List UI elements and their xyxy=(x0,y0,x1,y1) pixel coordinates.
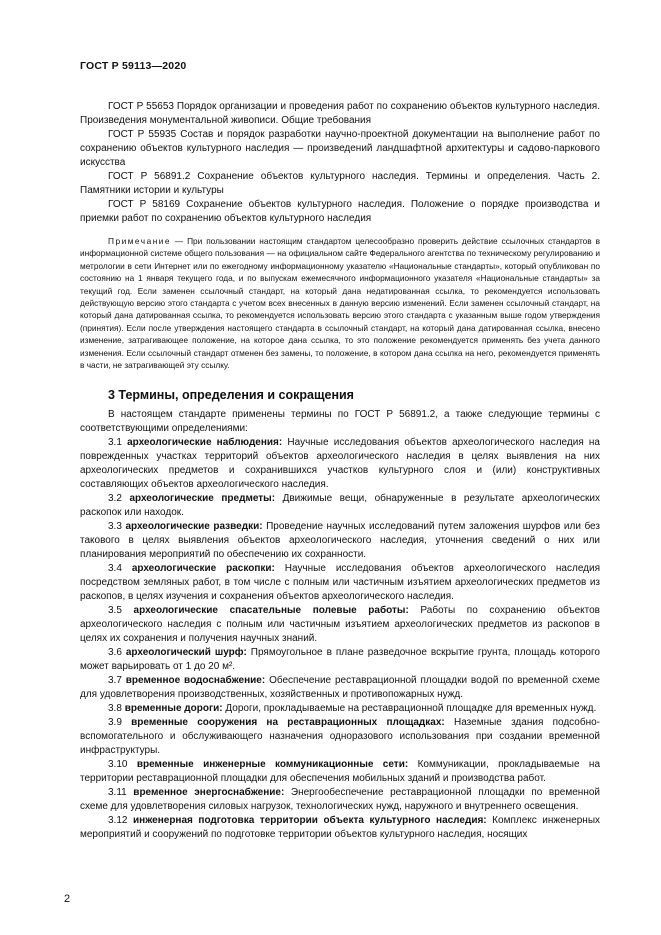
term-entry xyxy=(80,520,600,562)
reference-item: ГОСТ Р 56891.2 Сохранение объектов культурного наследия. Термины и определения. Часть 2. Памятники истории и культуры xyxy=(80,171,600,196)
note-text: — При пользовании настоящим стандартом целесообразно проверить действие ссылочных стандартов в информационной системе общего пользования — на официальном сайте Федерального агентства по техническому регулированию и метрологии в сети Интернет или по ежегодному информационному указателю «Национальные стандарты», который опубликован по состоянию на 1 января текущего года, и по выпускам ежемесячного информационного указателя «Национальные стандарты» за текущий год. Если заменен ссылочный стандарт, на который дана недатированная ссылка, то рекомендуется использовать действующую версию этого стандарта с учетом всех внесенных в данную версию изменений. Если заменен ссылочный стандарт, на который дана датированная ссылка, то рекомендуется использовать версию этого стандарта с указанным выше годом утверждения (принятия). Если после утверждения настоящего стандарта в ссылочный стандарт, на который дана датированная ссылка, внесено изменение, затрагивающее положение, на которое дана ссылка, то это положение рекомендуется применять без учета данного изменения. Если ссылочный стандарт отменен без замены, то положение, в котором дана ссылка на него, рекомендуется применять в части, не затрагивающей эту ссылку. xyxy=(80,236,600,371)
page-number: 2 xyxy=(64,893,71,905)
term-entry xyxy=(80,562,600,604)
note-paragraph xyxy=(80,235,600,371)
term-number: 3.4 xyxy=(108,563,132,575)
term-name: временное энергоснабжение: xyxy=(133,787,285,799)
term-number: 3.5 xyxy=(108,605,134,617)
term-name: временные инженерные коммуникационные сети: xyxy=(136,759,409,771)
term-name: археологический шурф: xyxy=(125,647,247,659)
term-definition: Проведение научных исследований путем заложения шурфов или без такового в целях выявления объектов археологического наследия, уточнения сведений о них или планирования мероприятий по обеспечению их сохранности. xyxy=(80,521,600,561)
term-name: временные сооружения на реставрационных площадках: xyxy=(131,717,445,729)
note-label: Примечание xyxy=(108,236,172,246)
term-name: инженерная подготовка территории объекта культурного наследия: xyxy=(133,815,487,827)
term-entry xyxy=(80,786,600,814)
term-number: 3.6 xyxy=(108,647,126,659)
document-body xyxy=(80,100,600,842)
term-definition: Комплекс инженерных мероприятий и сооружений по подготовке территории объектов культурного наследия, носящих xyxy=(80,815,600,841)
reference-item: ГОСТ Р 58169 Сохранение объектов культурного наследия. Положение о порядке производства и приемки работ по сохранению объектов культурного наследия xyxy=(80,199,600,224)
term-entry xyxy=(80,646,600,674)
term-name: временные дороги: xyxy=(124,703,223,715)
term-entry xyxy=(80,674,600,702)
term-name: временное водоснабжение: xyxy=(125,675,266,687)
reference-item: ГОСТ Р 55935 Состав и порядок разработки научно-проектной документации на выполнение работ по сохранению объектов культурного наследия — произведений ландшафтной архитектуры и садово-паркового искусства xyxy=(80,129,600,168)
term-definition: Научные исследования объектов археологического наследия посредством земляных работ, в том числе с полным или частичным изъятием археологических предметов из раскопов, в целях изучения и сохранения объектов археологического наследия. xyxy=(80,563,601,603)
term-definition: Энергообеспечение реставрационной площадки по временной схеме для удовлетворения силовых нагрузок, технологических нужд, наружного и внутреннего освещения. xyxy=(80,787,600,813)
term-name: археологические спасательные полевые работы: xyxy=(133,605,409,617)
reference-item: ГОСТ Р 55653 Порядок организации и проведения работ по сохранению объектов культурного наследия. Произведения монументальной живописи. Общие требования xyxy=(80,101,600,126)
term-definition: Обеспечение реставрационной площадки водой по временной схеме для удовлетворения производственных, хозяйственных и противопожарных нужд. xyxy=(80,675,600,701)
term-entry xyxy=(80,702,600,716)
term-number: 3.12 xyxy=(108,815,134,827)
term-definition: Движимые вещи, обнаруженные в результате археологических раскопок или находок. xyxy=(80,493,600,519)
term-definition: Прямоугольное в плане разведочное вскрытие грунта, площадь которого может варьировать от 1 до 20 м². xyxy=(80,647,600,673)
term-entry xyxy=(80,436,600,492)
term-number: 3.7 xyxy=(108,675,126,687)
term-definition: Дороги, прокладываемые на реставрационной площадке для временных нужд. xyxy=(222,703,597,715)
term-number: 3.3 xyxy=(108,521,126,533)
term-name: археологические раскопки: xyxy=(131,563,275,575)
term-entry xyxy=(80,492,600,520)
term-definition: Работы по сохранению объектов археологического наследия с полным или частичным изъятием археологических предметов из раскопов в целях их сохранения и получения научных знаний. xyxy=(80,605,600,645)
term-number: 3.11 xyxy=(108,787,134,799)
section-heading: 3 Термины, определения и сокращения xyxy=(108,388,354,403)
term-entry xyxy=(80,814,600,842)
term-number: 3.1 xyxy=(108,437,128,449)
term-entry xyxy=(80,716,600,758)
term-definition: Коммуникации, прокладываемые на территории реставрационной площадки для обеспечения мобильных зданий и производства работ. xyxy=(80,759,601,785)
term-number: 3.10 xyxy=(108,759,137,771)
term-name: археологические предметы: xyxy=(129,493,276,505)
term-number: 3.9 xyxy=(108,717,132,729)
document-header: ГОСТ Р 59113—2020 xyxy=(80,60,187,72)
term-entry xyxy=(80,758,600,786)
term-entry xyxy=(80,604,600,646)
section-intro: В настоящем стандарте применены термины по ГОСТ Р 56891.2, а также следующие термины с соответствующими определениями: xyxy=(80,409,600,435)
term-name: археологические разведки: xyxy=(125,521,263,533)
term-definition: Научные исследования объектов археологического наследия на поврежденных участках территорий объектов археологического наследия в целях выявления на них археологических предметов и сохранившихся участков культурного слоя и (или) конструктивных составляющих объектов археологического наследия. xyxy=(80,437,600,491)
term-number: 3.2 xyxy=(108,493,130,505)
term-name: археологические наблюдения: xyxy=(127,437,283,449)
term-definition: Наземные здания подсобно-вспомогательного и обслуживающего назначения одноразового использования при создании временной инфраструктуры. xyxy=(80,717,600,757)
term-number: 3.8 xyxy=(108,703,125,715)
